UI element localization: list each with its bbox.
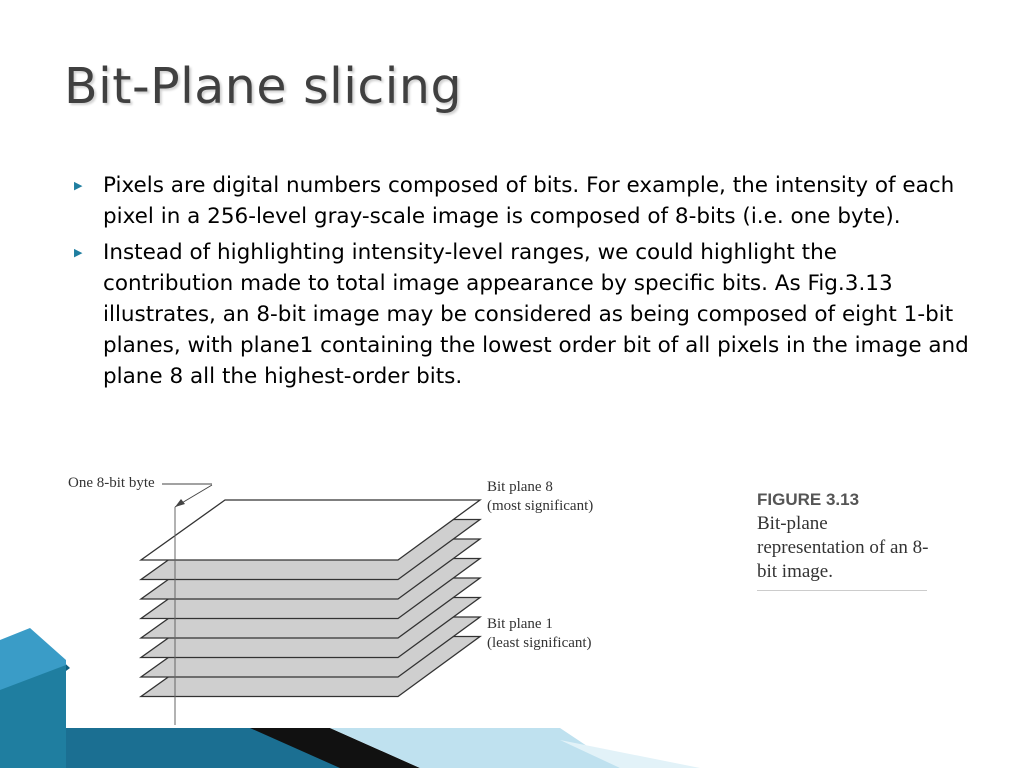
bullet-text: Instead of highlighting intensity-level ranges, we could highlight the contribution made to total image appearance by specific bits. As Fig.3.13 illustrates, an 8-bit image may be considered as being composed of eight 1-bit planes, with plane1 containing the lowest order bit of all pixels in the image and plane 8 all the highest-order bits. [103,240,969,389]
plane8-label-line2: (most significant) [487,498,594,514]
byte-arrow-head [175,499,185,507]
triangle-right-icon: ▶ [74,246,83,259]
byte-label: One 8-bit byte [68,475,155,491]
plane8-label-line1: Bit plane 8 [487,479,553,495]
figure-number: FIGURE 3.13 [757,490,860,509]
caption-rule [757,590,927,591]
slide-title: Bit-Plane slicing [64,58,463,115]
plane-stack [141,500,480,697]
figure-caption [757,490,932,591]
bullet-text: Pixels are digital numbers composed of bits. For example, the intensity of each pixel in a 256-level gray-scale image is composed of 8-bits (i.e. one byte). [103,173,955,229]
plane1-label-line1: Bit plane 1 [487,616,553,632]
plane1-label-line2: (least significant) [487,635,592,651]
triangle-right-icon: ▶ [74,179,83,192]
figure-caption-text: Bit-plane representation of an 8-bit image. [757,513,929,582]
